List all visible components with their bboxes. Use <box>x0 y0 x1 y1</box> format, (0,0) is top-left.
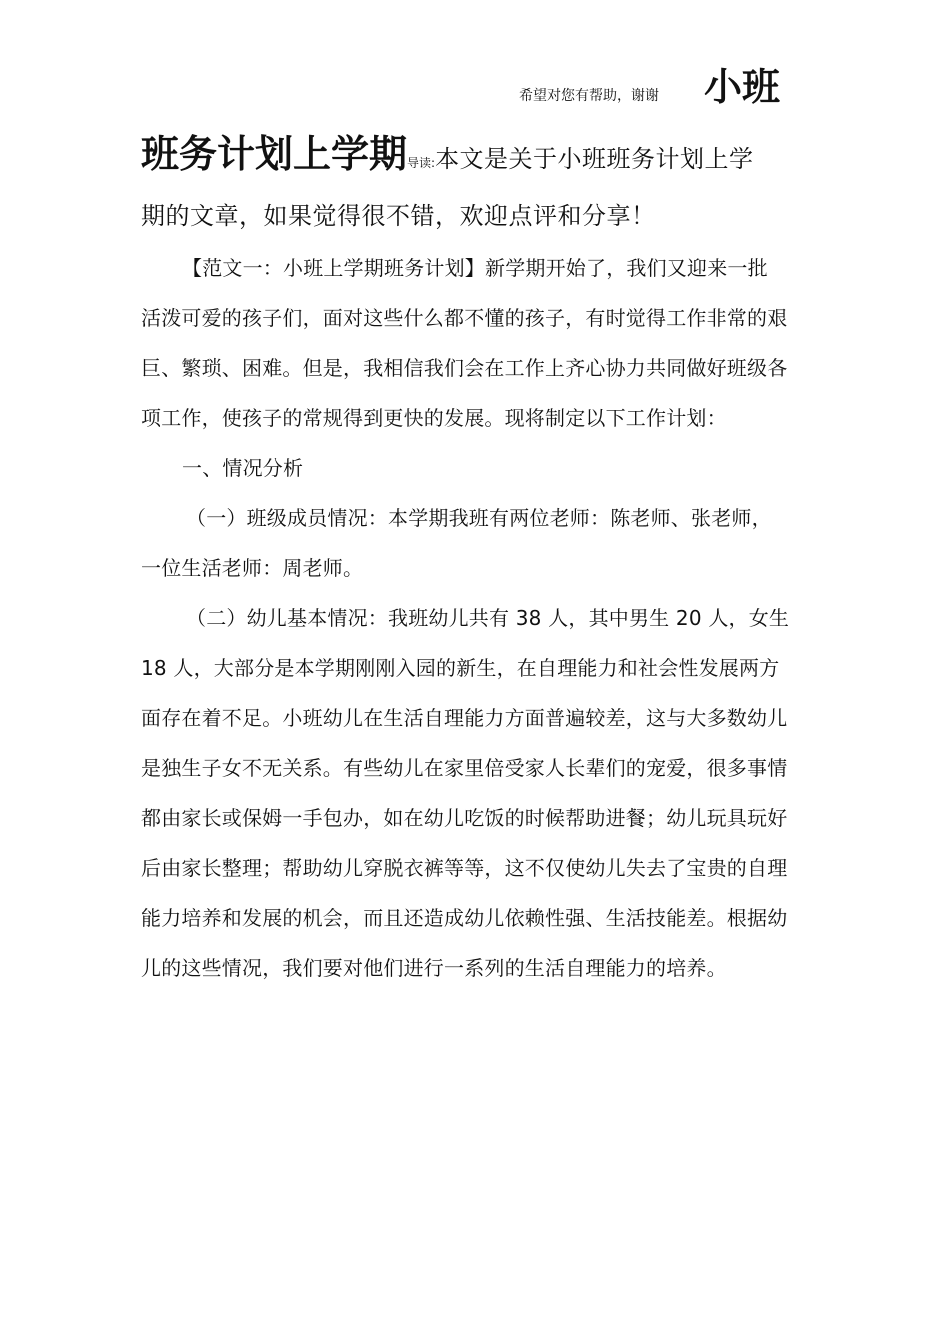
title-part2: 班务计划上学期 <box>141 132 408 176</box>
section-heading: 一、情况分析 <box>182 456 304 480</box>
intro-line2: 期的文章，如果觉得很不错，欢迎点评和分享！ <box>141 202 656 230</box>
guide-label: 导读: <box>407 156 436 170</box>
paragraph-line: （二）幼儿基本情况：我班幼儿共有 38 人，其中男生 20 人，女生 <box>186 606 790 630</box>
paragraph-line: 后由家长整理；帮助幼儿穿脱衣裤等等，这不仅使幼儿失去了宝贵的自理 <box>141 856 788 880</box>
paragraph-line: 儿的这些情况，我们要对他们进行一系列的生活自理能力的培养。 <box>141 956 727 980</box>
paragraph-line: 18 人，大部分是本学期刚刚入园的新生，在自理能力和社会性发展两方 <box>141 656 780 680</box>
intro-line1: 本文是关于小班班务计划上学 <box>435 145 754 173</box>
paragraph-line: （一）班级成员情况：本学期我班有两位老师：陈老师、张老师， <box>186 506 772 530</box>
paragraph-line: 一位生活老师：周老师。 <box>141 556 364 580</box>
title-line <box>141 126 754 191</box>
paragraph-line: 【范文一：小班上学期班务计划】新学期开始了，我们又迎来一批 <box>182 256 768 280</box>
paragraph-line: 都由家长或保姆一手包办，如在幼儿吃饭的时候帮助进餐；幼儿玩具玩好 <box>141 806 788 830</box>
paragraph-line: 项工作，使孩子的常规得到更快的发展。现将制定以下工作计划： <box>141 406 727 430</box>
paragraph-line: 是独生子女不无关系。有些幼儿在家里倍受家人长辈们的宠爱，很多事情 <box>141 756 788 780</box>
paragraph-line: 巨、繁琐、困难。但是，我相信我们会在工作上齐心协力共同做好班级各 <box>141 356 788 380</box>
paragraph-line: 活泼可爱的孩子们，面对这些什么都不懂的孩子，有时觉得工作非常的艰 <box>141 306 788 330</box>
header-note: 希望对您有帮助，谢谢 <box>519 88 659 104</box>
title-part1: 小班 <box>704 65 781 109</box>
paragraph-line: 面存在着不足。小班幼儿在生活自理能力方面普遍较差，这与大多数幼儿 <box>141 706 788 730</box>
paragraph-line: 能力培养和发展的机会，而且还造成幼儿依赖性强、生活技能差。根据幼 <box>141 906 788 930</box>
